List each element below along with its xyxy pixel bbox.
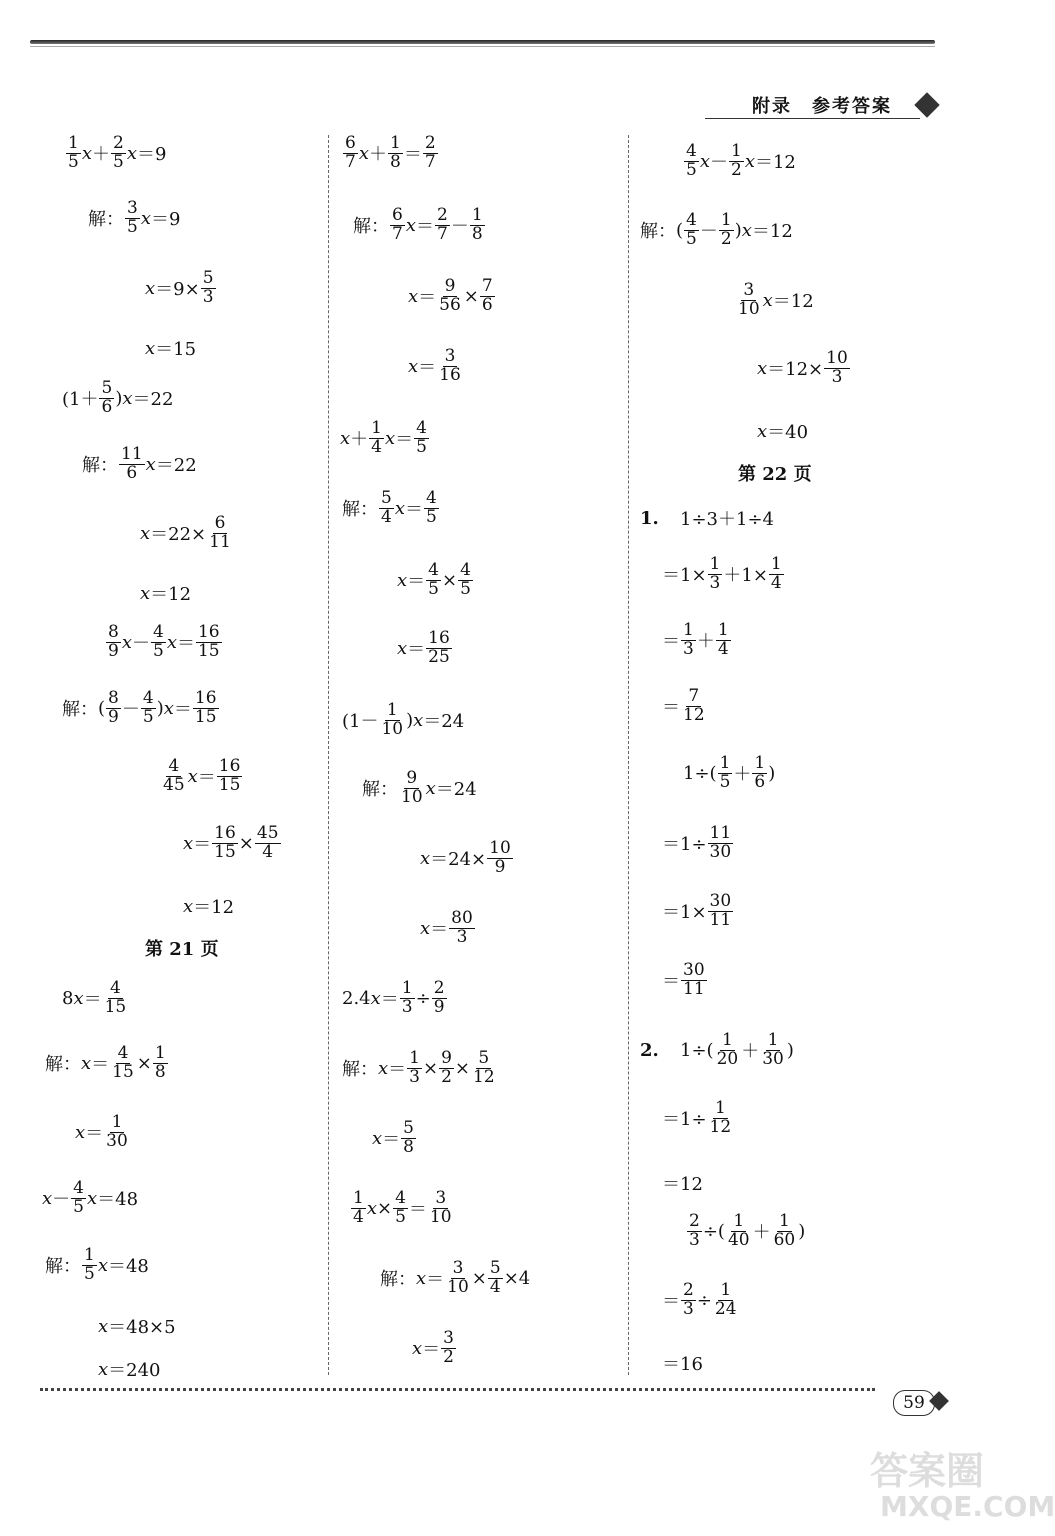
eq-line: 2. 1÷( $\frac{1}{20}$ ＋ $\frac{1}{30}$ ) [640, 1030, 794, 1069]
eq-line: ＝1× $\frac{30}{11}$ [662, 891, 732, 930]
solution-label: 解： [62, 699, 98, 721]
problem-number: 2. [640, 1039, 659, 1061]
eq-line: x ＝ $\frac{1}{30}$ [75, 1112, 128, 1151]
eq-line: 解： $\frac{9}{10}$ x ＝24 [362, 768, 477, 807]
header-diamond-icon [914, 92, 939, 117]
footer-dotted-rule [40, 1388, 875, 1391]
eq-line: 解： $\frac{3}{5}$ x ＝9 [88, 198, 181, 237]
watermark-logo: 答案圈 [870, 1448, 985, 1493]
eq-line: ＝1× $\frac{1}{3}$ ＋1× $\frac{1}{4}$ [662, 554, 782, 593]
section-heading: 第 21 页 [145, 939, 219, 960]
column-divider-1 [328, 135, 329, 1375]
eq-line: x － $\frac{4}{5}$ x ＝48 [42, 1178, 139, 1217]
eq-line: x ＝ $\frac{3}{16}$ [408, 346, 461, 385]
eq-line: x ＝12× $\frac{10}{3}$ [757, 348, 848, 387]
eq-line: ＝1÷ $\frac{1}{12}$ [662, 1098, 732, 1137]
page-number: 59 [893, 1390, 935, 1416]
eq-line: ＝1÷ $\frac{11}{30}$ [662, 823, 732, 862]
eq-line: 解： ( $\frac{4}{5}$ － $\frac{1}{2}$ ) x ＝12 [640, 210, 793, 249]
solution-label: 解： [362, 779, 398, 801]
eq-line: x ＝15 [145, 337, 197, 360]
solution-label: 解： [353, 216, 389, 238]
eq-line: $\frac{6}{7}$ x ＋ $\frac{1}{8}$ ＝ $\frac{2}{7}$ [345, 133, 436, 172]
eq-line: x ＝24× $\frac{10}{9}$ [420, 838, 511, 877]
eq-line: x ＝48×5 [98, 1315, 176, 1338]
eq-line: x ＝ $\frac{16}{15}$ × $\frac{45}{4}$ [183, 823, 279, 862]
eq-line: ＝ $\frac{1}{3}$ ＋ $\frac{1}{4}$ [662, 620, 729, 659]
eq-line: $\frac{4}{5}$ x － $\frac{1}{2}$ x ＝12 [686, 141, 796, 180]
eq-line: 2.4 x ＝ $\frac{1}{3}$ ÷ $\frac{2}{9}$ [342, 978, 445, 1017]
eq-line: x ＝ $\frac{4}{5}$ × $\frac{4}{5}$ [397, 560, 471, 599]
page-header: 附录 参考答案 [752, 96, 892, 117]
eq-line: (1－ $\frac{1}{10}$ ) x ＝24 [342, 700, 465, 739]
header-rule [705, 118, 920, 119]
solution-label: 解： [640, 221, 676, 243]
eq-line: x ＝12 [140, 582, 192, 605]
eq-line: ＝ $\frac{7}{12}$ [662, 686, 705, 725]
section-heading: 第 22 页 [738, 464, 812, 485]
watermark-url: MXQE.COM [880, 1490, 1055, 1523]
solution-label: 解： [342, 499, 378, 521]
eq-line: 解： x ＝ $\frac{3}{10}$ × $\frac{5}{4}$ ×4 [380, 1258, 531, 1297]
column-divider-2 [628, 135, 629, 1375]
eq-line: x ＝ $\frac{9}{56}$ × $\frac{7}{6}$ [408, 276, 493, 315]
eq-line: x ＝22× $\frac{6}{11}$ [140, 513, 231, 552]
solution-label: 解： [380, 1269, 416, 1291]
eq-line: x ＝240 [98, 1358, 161, 1381]
solution-label: 解： [88, 209, 124, 231]
eq-line: x ＝ $\frac{3}{2}$ [412, 1328, 454, 1367]
solution-label: 解： [45, 1054, 81, 1076]
eq-line: (1＋ $\frac{5}{6}$ ) x ＝22 [62, 378, 174, 417]
top-rule-thin [30, 46, 935, 47]
eq-line: x ＝ $\frac{16}{25}$ [397, 628, 450, 667]
eq-line: 解： $\frac{1}{5}$ x ＝48 [45, 1245, 149, 1284]
eq-line: x ＝ $\frac{80}{3}$ [420, 908, 473, 947]
eq-line: ＝12 [662, 1174, 703, 1195]
solution-label: 解： [45, 1256, 81, 1278]
eq-line: $\frac{1}{5}$ x ＋ $\frac{2}{5}$ x ＝9 [68, 133, 167, 172]
eq-line: $\frac{3}{10}$ x ＝12 [738, 280, 814, 319]
eq-line: ＝ $\frac{2}{3}$ ÷ $\frac{1}{24}$ [662, 1280, 737, 1319]
solution-label: 解： [82, 455, 118, 477]
eq-line: x ＝ $\frac{5}{8}$ [372, 1118, 414, 1157]
eq-line: 解： x ＝ $\frac{4}{15}$ × $\frac{1}{8}$ [45, 1043, 166, 1082]
eq-line: x ＝12 [183, 895, 235, 918]
eq-line: 解： $\frac{11}{6}$ x ＝22 [82, 444, 197, 483]
eq-line: x ＝40 [757, 420, 809, 443]
solution-label: 解： [342, 1059, 378, 1081]
eq-line: 1÷( $\frac{1}{5}$ ＋ $\frac{1}{6}$ ) [683, 753, 776, 792]
top-rule [30, 40, 935, 44]
eq-line: ＝16 [662, 1354, 703, 1375]
eq-line: x ＋ $\frac{1}{4}$ x ＝ $\frac{4}{5}$ [340, 418, 427, 457]
eq-line: $\frac{1}{4}$ x × $\frac{4}{5}$ ＝ $\frac{3}{10}$ [353, 1188, 452, 1227]
eq-line: $\frac{4}{45}$ x ＝ $\frac{16}{15}$ [163, 756, 241, 795]
eq-line: 解： $\frac{5}{4}$ x ＝ $\frac{4}{5}$ [342, 488, 437, 527]
eq-line: ＝ $\frac{30}{11}$ [662, 960, 705, 999]
eq-line: 解： ( $\frac{8}{9}$ － $\frac{4}{5}$ ) x ＝ $\frac{16}{15}$ [62, 688, 217, 727]
eq-line: 8 x ＝ $\frac{4}{15}$ [62, 978, 127, 1017]
problem-number: 1. [640, 507, 659, 529]
eq-line: $\frac{8}{9}$ x － $\frac{4}{5}$ x ＝ $\frac{16}{15}$ [108, 622, 220, 661]
eq-line: x ＝9× $\frac{5}{3}$ [145, 268, 214, 307]
eq-line: $\frac{2}{3}$ ÷( $\frac{1}{40}$ ＋ $\frac{1}{60}$ ) [689, 1211, 806, 1250]
eq-line: 解： $\frac{6}{7}$ x ＝ $\frac{2}{7}$ － $\frac{1}{8}$ [353, 205, 483, 244]
eq-line: 1. 1÷3＋1÷4 [640, 507, 774, 530]
eq-line: 解： x ＝ $\frac{1}{3}$ × $\frac{9}{2}$ × $\frac{5}{12}$ [342, 1048, 495, 1087]
